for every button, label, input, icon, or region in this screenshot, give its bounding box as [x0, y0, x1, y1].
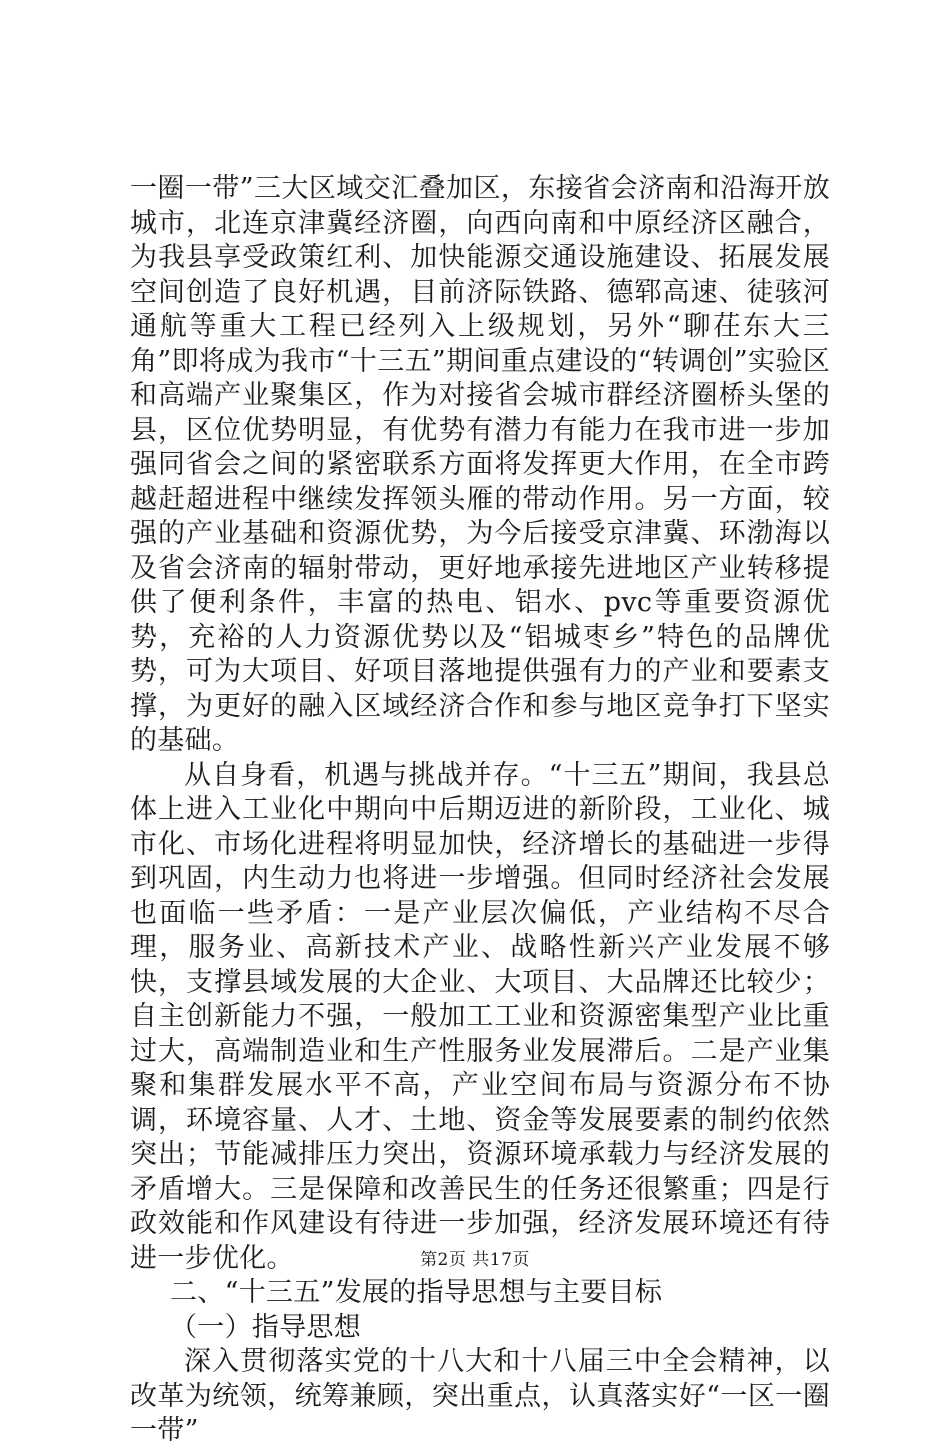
page-footer: 第2页 共17页 [420, 1250, 530, 1270]
subsection-heading: （一）指导思想 [170, 1311, 362, 1343]
paragraph-continuation: 一圈一带”三大区域交汇叠加区，东接省会济南和沿海开放城市，北连京津冀经济圈，向西向南和中原经济区融合，为我县享受政策红利、加快能源交通设施建设、拓展发展空间创造了良好机遇，目前济际铁路、德郓高速、徒骇河通航等重大工程已经列入上级规划，另外“聊茌东大三角”即将成为我市“十三五”期间重点建设的“转调创”实验区和高端产业聚集区，作为对接省会城市群经济圈桥头堡的县，区位优势明显，有优势有潜力有能力在我市进一步加强同省会之间的紧密联系方面将发挥更大作用，在全市跨越赶超进程中继续发挥领头雁的带动作用。另一方面，较强的产业基础和资源优势，为今后接受京津冀、环渤海以及省会济南的辐射带动，更好地承接先进地区产业转移提供了便利条件，丰富的热电、铝水、pvc等重要资源优势，充裕的人力资源优势以及“铝城枣乡”特色的品牌优势，可为大项目、好项目落地提供强有力的产业和要素支撑，为更好的融入区域经济合作和参与地区竞争打下坚实的基础。 [130, 173, 830, 756]
section-heading: 二、“十三五”发展的指导思想与主要目标 [170, 1277, 663, 1308]
paragraph-self-assessment: 从自身看，机遇与挑战并存。“十三五”期间，我县总体上进入工业化中期向中后期迈进的新阶段，工业化、城市化、市场化进程将明显加快，经济增长的基础进一步得到巩固，内生动力也将进一步增强。但同时经济社会发展也面临一些矛盾：一是产业层次偏低，产业结构不尽合理，服务业、高新技术产业、战略性新兴产业发展不够快，支撑县域发展的大企业、大项目、大品牌还比较少；自主创新能力不强，一般加工工业和资源密集型产业比重过大，高端制造业和生产性服务业发展滞后。二是产业集聚和集群发展水平不高，产业空间布局与资源分布不协调，环境容量、人才、土地、资金等发展要素的制约依然突出；节能减排压力突出，资源环境承载力与经济发展的矛盾增大。三是保障和改善民生的任务还很繁重；四是行政效能和作风建设有待进一步加强，经济发展环境还有待进一步优化。 [130, 759, 830, 1274]
paragraph-guiding-thought: 深入贯彻落实党的十八大和十八届三中全会精神，以改革为统领，统筹兼顾，突出重点，认真落实好“一区一圈一带” [130, 1346, 830, 1446]
